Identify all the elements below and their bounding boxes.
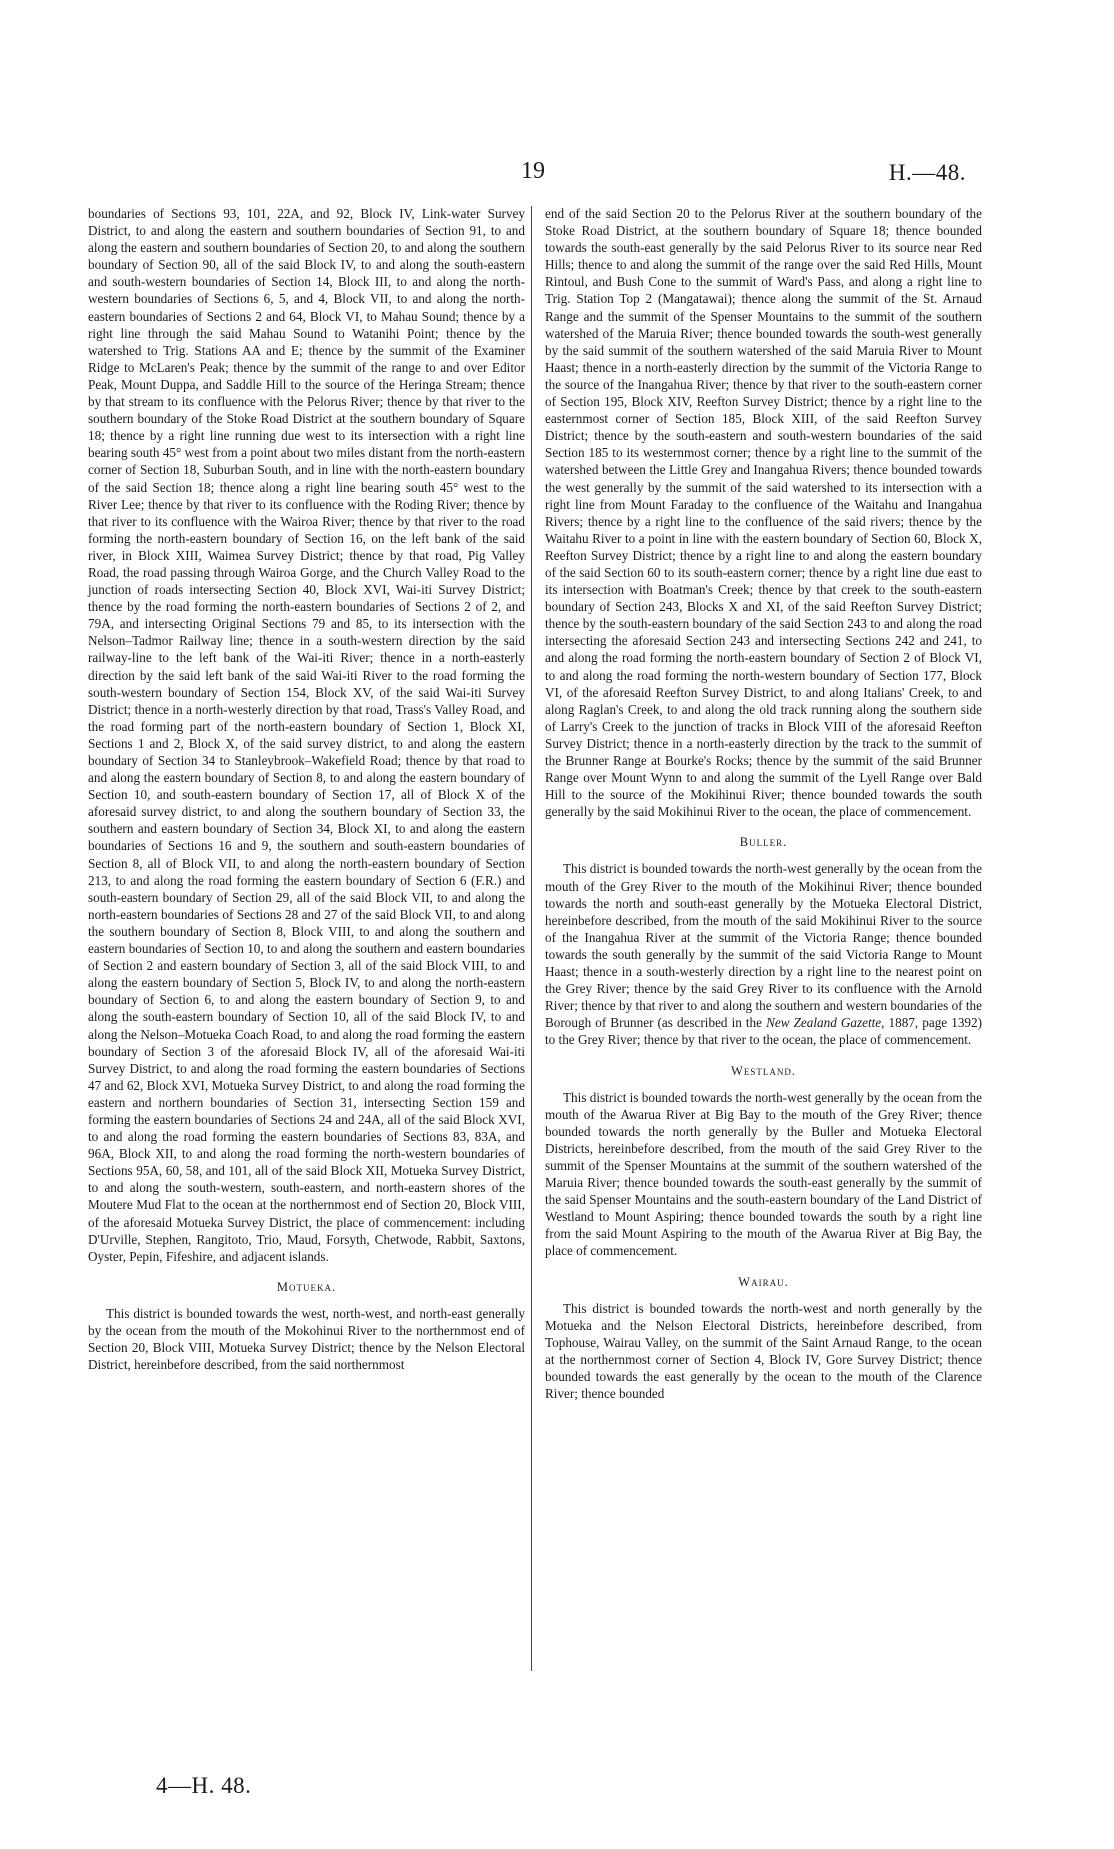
buller-paragraph (545, 860, 982, 1048)
section-heading-buller: Buller. (739, 835, 788, 850)
footer-signature: 4—H. 48. (156, 1773, 252, 1798)
page-number: 19 (521, 158, 545, 184)
gazette-title: New Zealand Gazette, (766, 1015, 885, 1031)
continued-boundary-paragraph: boundaries of Sections 93, 101, 22A, and 92, Block IV, Link-water Survey District, to and along the eastern and southern boundaries of Section 91, to and along the eastern and southern boundaries of Section 20, to and along the southern boundary of Section 90, all of the said Block IV, to and along the south-eastern and south-western boundaries of Section 14, Block III, to and along the north-western boundaries of Sections 6, 5, and 4, Block VII, to and along the north-eastern boundaries of Sections 2 and 64, Block VI, to Mahau Sound; thence by a right line through the said Mahau Sound to Watanihi Point; thence by the watershed to Trig. Stations AA and E; thence by the summit of the Examiner Ridge to McLaren's Peak; thence by the summit of the range to and over Editor Peak, Mount Duppa, and Saddle Hill to the source of the Heringa Stream; thence by that stream to its confluence with the Pelorus River; thence by that river to the southern boundary of the Stoke Road District at the southern boundary of Square 18; thence by a right line running due west to its intersection with a right line bearing south 45° west from a point about two miles distant from the north-eastern corner of Section 18, Suburban South, and in line with the north-eastern boundary of the said Section 18; thence along a right line bearing south 45° west to the River Lee; thence by that river to its confluence with the Roding River; thence by that river to its confluence with the Wairoa River; thence by that river to the road forming the north-eastern boundary of Section 16, on the left bank of the said river, in Block XIII, Waimea Survey District; thence by that road, Pig Valley Road, the road passing through Wairoa Gorge, and the Church Valley Road to the junction of roads intersecting Section 40, Block XVI, Wai-iti Survey District; thence by the road forming the north-eastern boundaries of Sections 2 of 2, and 79A, and intersecting Original Sections 79 and 85, to its intersection with the Nelson–Tadmor Railway line; thence in a south-western direction by the said railway-line to the left bank of the Wai-iti River; thence in a north-easterly direction by the said left bank of the said Wai-iti River to the road forming the south-western boundary of Section 154, Block XV, of the said Wai-iti Survey District; thence in a north-westerly direction by that road, Trass's Valley Road, and the road forming part of the north-eastern boundary of Section 1, Block XI, Sections 1 and 2, Block X, of the said survey district, to and along the eastern boundary of Section 34 to Stanleybrook–Wakefield Road; thence by that road to and along the eastern boundary of Section 8, to and along the eastern boundary of Section 10, and south-eastern boundary of Section 17, all of Block X of the aforesaid survey district, to and along the southern boundary of Section 33, the southern and eastern boundary of Section 34, Block XI, to and along the eastern boundaries of Sections 16 and 9, the southern and south-eastern boundaries of Section 8, all of Block VII, to and along the north-eastern boundary of Section 213, to and along the road forming the eastern boundary of Section 6 (F.R.) and south-eastern boundary of Section 29, all of the said Block VII, to and along the north-eastern boundaries of Sections 28 and 27 of the said Block VII, to and along the southern boundary of Section 8, Block VIII, to and along the southern and eastern boundaries of Section 10, to and along the southern and eastern boundaries of Section 2 and eastern boundary of Section 3, all of the said Block VIII, to and along the eastern boundary of Section 5, Block IV, to and along the north-eastern boundary of Section 6, to and along the eastern boundary of Section 9, to and along the south-eastern boundary of Section 10, all of the said Block IV, to and along the Nelson–Motueka Coach Road, to and along the road forming the eastern boundary of Section 3 of the aforesaid Block IV, all of the aforesaid Wai-iti Survey District, to and along the road forming the eastern boundaries of Sections 47 and 62, Block XVI, Motueka Survey District, to and along the road forming the eastern and northern boundaries of Section 31, intersecting Section 159 and forming the eastern boundaries of Sections 24 and 24A, all of the said Block XVI, to and along the road forming the eastern boundaries of Sections 83, 83A, and 96A, Block XII, to and along the road forming the north-western boundaries of Sections 95A, 60, 58, and 101, all of the said Block XII, Motueka Survey District, to and along the south-western, south-eastern, and north-eastern shores of the Moutere Mud Flat to the ocean at the northernmost end of Section 20, Block VIII, of the aforesaid Motueka Survey District, the place of commencement: including D'Urville, Stephen, Rangitoto, Trio, Maud, Forsyth, Chetwode, Rabbit, Saxtons, Oyster, Pepin, Fifeshire, and adjacent islands. (88, 206, 525, 1264)
document-reference: H.—48. (888, 160, 966, 185)
motueka-paragraph: This district is bounded towards the west, north-west, and north-east generally by the ocean from the mouth of the Mokohinui River to the northernmost end of Section 20, Block VIII, Motueka Survey District; thence by the Nelson Electoral District, hereinbefore described, from the said northernmost (88, 1305, 525, 1373)
left-column (88, 205, 525, 1373)
column-divider (531, 206, 532, 1671)
right-column (545, 205, 982, 1402)
westland-paragraph: This district is bounded towards the north-west generally by the ocean from the mouth of the Awarua River at Big Bay to the mouth of the Grey River; thence bounded towards the north generally by the Buller and Motueka Electoral Districts, hereinbefore described, from the mouth of the said Grey River to the summit of the Spenser Mountains at the summit of the southern watershed of the Maruia River; thence bounded towards the south-east generally by the summit of the said Spenser Mountains and the south-eastern boundary of the Land District of Westland to Mount Aspiring; thence bounded towards the south by a right line from the said Mount Aspiring to the mouth of the Awarua River at Big Bay, the place of commencement. (545, 1089, 982, 1259)
continued-motueka-paragraph: end of the said Section 20 to the Pelorus River at the southern boundary of the Stoke Road District, at the southern boundary of Square 18; thence bounded towards the south-east generally by the said Pelorus River to its source near Red Hills; thence to and along the summit of the range over the said Red Hills, Mount Rintoul, and Bush Cone to the summit of Ward's Pass, and along a right line to Trig. Station Top 2 (Mangatawai); thence along the summit of the St. Arnaud Range and the summit of the Spenser Mountains to the summit of the southern watershed of the Maruia River; thence bounded towards the south-west generally by the said summit of the southern watershed of the said Maruia River to Mount Haast; thence in a north-easterly direction by the summit of the Victoria Range to the source of the Inangahua River; thence by that river to the south-eastern corner of Section 195, Block XIV, Reefton Survey District; thence by a right line to the easternmost corner of Section 185, Block XIII, of the said Reefton Survey District; thence by the south-eastern and south-western boundaries of the said Section 185 to its westernmost corner; thence by a right line to the summit of the watershed between the Little Grey and Inangahua Rivers; thence bounded towards the west generally by the summit of the said watershed to its intersection with a right line from Mount Faraday to the confluence of the Waitahu and Inangahua Rivers; thence by a right line to the confluence of the said rivers; thence by the Waitahu River to a point in line with the eastern boundary of Section 60, Block X, Reefton Survey District; thence by a right line to and along the eastern boundary of the said Section 60 to its south-eastern corner; thence by a right line due east to its intersection with Boatman's Creek; thence by that creek to the south-eastern boundary of Section 243, Blocks X and XI, of the said Reefton Survey District; thence by the south-eastern boundary of the said Section 243 to and along the road intersecting the aforesaid Section 243 and intersecting Sections 242 and 241, to and along the road forming the north-eastern boundary of Section 2 of Block VI, to and along the road forming the north-western boundary of Section 177, Block VI, of the aforesaid Reefton Survey District, to and along Italians' Creek, to and along Raglan's Creek, to and along the old track running along the southern side of Larry's Creek to the junction of tracks in Block VIII of the aforesaid Reefton Survey District; thence in a north-easterly direction by the track to the summit of the Brunner Range at Bourke's Rocks; thence by the summit of the said Brunner Range over Mount Wynn to and along the summit of the Lyell Range over Bald Hill to the source of the Mokihinui River; thence bounded towards the south generally by the said Mokihinui River to the ocean, the place of commencement. (545, 206, 982, 820)
buller-text-b: 1887, page 1392) to the Grey River; thence by that river to the ocean, the place of commencement. (545, 1015, 982, 1048)
wairau-paragraph: This district is bounded towards the north-west and north generally by the Motueka and the Nelson Electoral Districts, hereinbefore described, from Tophouse, Wairau Valley, on the summit of the Saint Arnaud Range, to the ocean at the northernmost corner of Section 4, Block IV, Gore Survey District; thence bounded towards the east generally by the ocean to the mouth of the Clarence River; thence bounded (545, 1300, 982, 1402)
section-heading-westland: Westland. (731, 1063, 796, 1078)
section-heading-motueka: Motueka. (276, 1279, 337, 1294)
section-heading-wairau: Wairau. (738, 1274, 789, 1289)
buller-text-a: This district is bounded towards the north-west generally by the ocean from the mouth of the Grey River to the mouth of the Mokihinui River; thence bounded towards the north and south-east generally by the Motueka Electoral District, hereinbefore described, from the mouth of the said Mokihinui River to the source of the Inangahua River at the summit of the Victoria Range; thence bounded towards the south generally by the summit of the said Victoria Range to Mount Haast; thence in a south-westerly direction by a right line to the nearest point on the Grey River; thence by the said Grey River to its confluence with the Arnold River; thence by that river to and along the southern and western boundaries of the Borough of Brunner (as described in the (545, 861, 982, 1031)
